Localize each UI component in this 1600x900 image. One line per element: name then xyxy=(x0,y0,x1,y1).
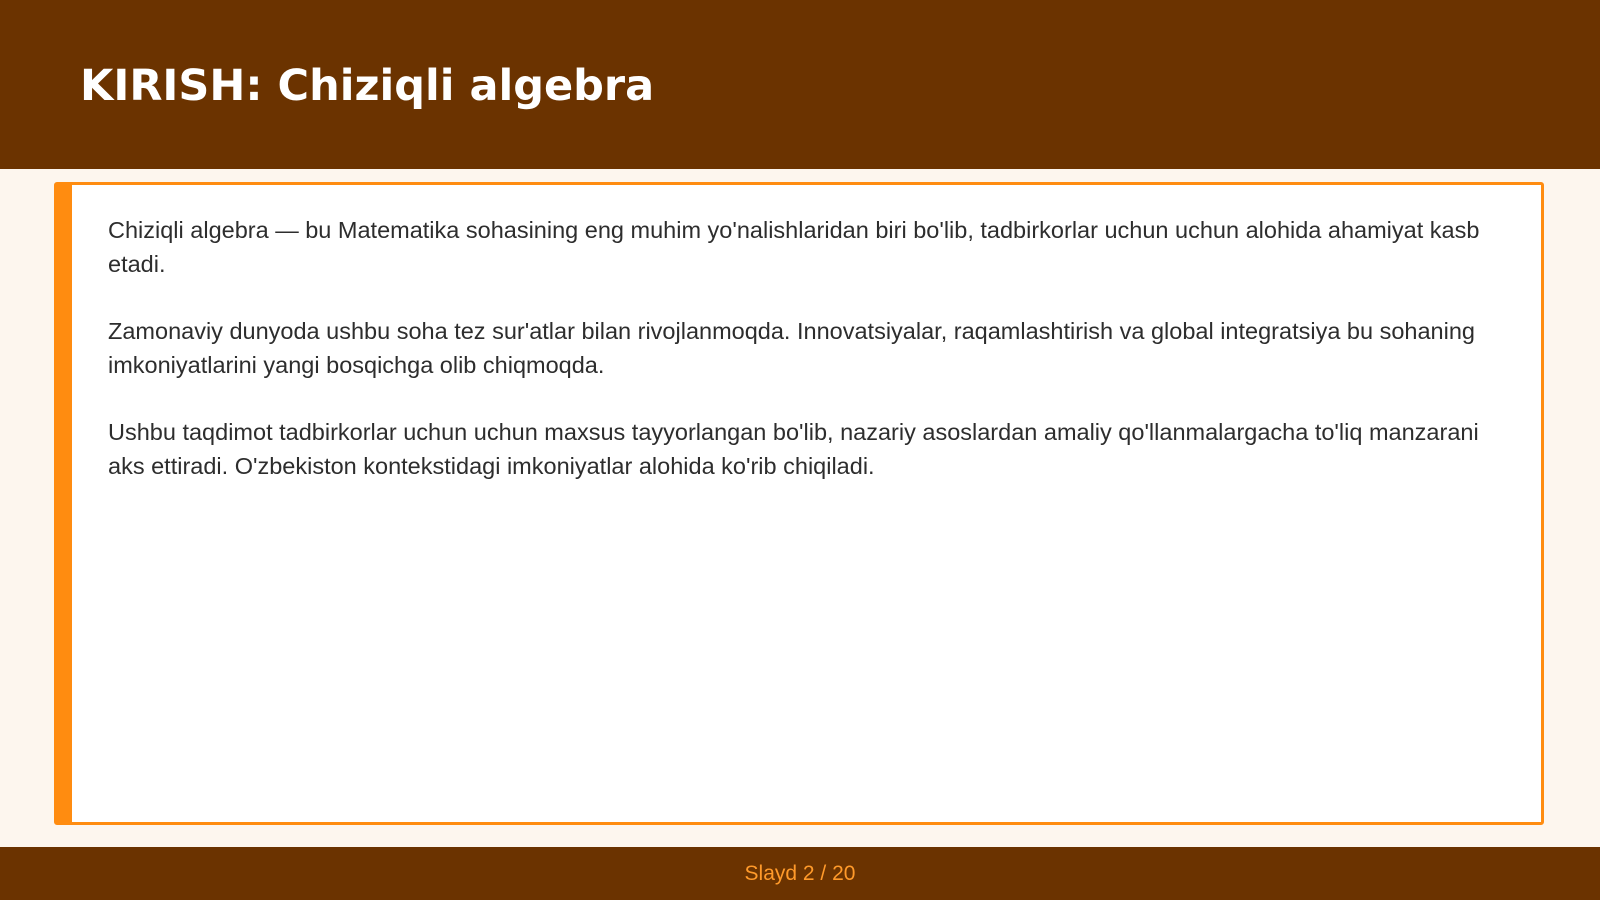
paragraph-presentation-scope: Ushbu taqdimot tadbirkorlar uchun uchun maxsus tayyorlangan bo'lib, nazariy asoslardan amaliy qo'llanmalargacha to'liq manzarani aks ettiradi. O'zbekiston kontekstidagi imkoniyatlar alohida ko'rib chiqiladi. xyxy=(108,419,1479,479)
slide-counter: Slayd 2 / 20 xyxy=(744,862,856,885)
paragraph-modern-world: Zamonaviy dunyoda ushbu soha tez sur'atlar bilan rivojlanmoqda. Innovatsiyalar, raqamlashtirish va global integratsiya bu sohaning imkoniyatlarini yangi bosqichga olib chiqmoqda. xyxy=(108,318,1475,378)
content-card xyxy=(54,182,1544,825)
paragraph-intro: Chiziqli algebra — bu Matematika sohasining eng muhim yo'nalishlaridan biri bo'lib, tadbirkorlar uchun uchun alohida ahamiyat kasb etadi. xyxy=(108,217,1480,277)
slide-footer xyxy=(0,847,1600,900)
slide-title: KIRISH: Chiziqli algebra xyxy=(80,61,655,111)
content-body xyxy=(108,213,1498,516)
slide-header xyxy=(0,0,1600,169)
